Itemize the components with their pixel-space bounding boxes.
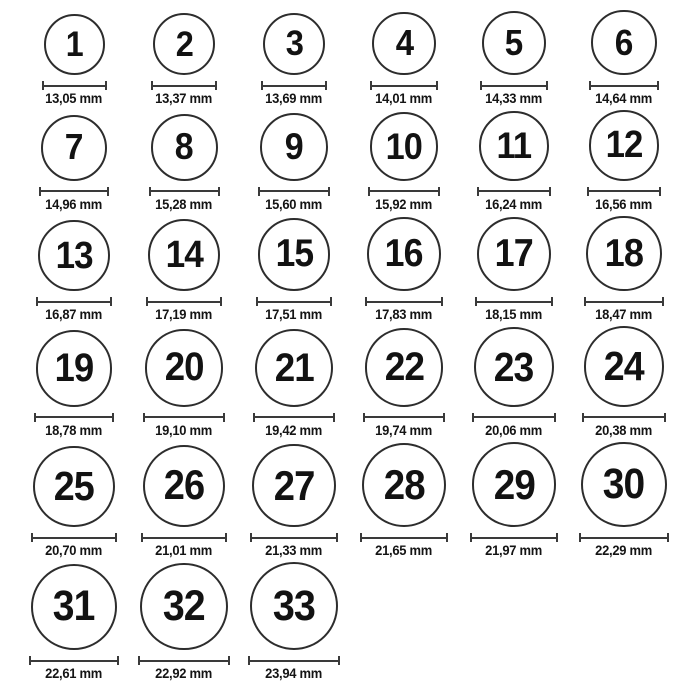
diameter-label: 23,94 mm [265,666,323,682]
ring-size-number: 28 [383,461,425,509]
ring-circle [482,11,546,75]
diameter-label: 16,24 mm [485,196,543,212]
ring-size-cell [129,114,239,213]
ring-size-cell [19,330,129,438]
ring-circle [367,217,441,291]
ring-size-number: 23 [494,343,534,390]
diameter-measure-line [261,81,328,90]
ring-size-cell [239,13,349,108]
ring-size-number: 25 [53,463,95,510]
diameter-measure-line [149,187,220,196]
diameter-label: 22,29 mm [595,543,653,559]
diameter-measure-line [365,297,443,306]
ring-size-cell [239,329,349,439]
ring-circle [36,330,112,406]
ring-size-cell [459,327,569,439]
diameter-label: 13,37 mm [155,91,213,107]
diameter-measure-line [579,533,669,542]
diameter-measure-line [258,187,330,196]
ring-size-cell [349,217,459,323]
ring-size-cell [569,10,679,107]
ring-size-number: 6 [615,21,633,63]
ring-circle [145,329,222,406]
ring-size-number: 33 [272,581,316,630]
ring-circle [479,111,549,181]
ring-circle [151,114,218,181]
diameter-measure-line [582,413,667,422]
ring-size-cell [349,328,459,439]
ring-size-number: 32 [163,582,205,631]
ring-size-cell [459,111,569,213]
ring-size-number: 1 [65,25,83,65]
ring-circle [250,562,338,650]
diameter-label: 17,51 mm [265,307,323,323]
diameter-label: 13,69 mm [265,91,323,107]
ring-size-cell [349,443,459,559]
ring-size-number: 27 [273,461,315,509]
ring-size-number: 22 [384,344,424,390]
diameter-measure-line [146,297,222,306]
diameter-label: 22,61 mm [45,666,103,682]
ring-size-cell [239,562,349,682]
ring-circle [263,13,326,76]
ring-circle [589,110,659,180]
ring-size-number: 7 [65,126,83,168]
ring-size-number: 3 [285,23,303,64]
ring-size-cell [349,112,459,213]
ring-circle [41,115,107,181]
ring-size-number: 4 [395,22,413,63]
diameter-label: 21,01 mm [155,543,213,559]
ring-size-number: 16 [385,231,423,275]
ring-circle [33,446,114,527]
ring-circle [586,216,662,292]
diameter-label: 17,19 mm [155,307,213,323]
diameter-label: 14,01 mm [375,91,433,107]
ring-size-cell [19,220,129,323]
ring-size-number: 13 [55,234,93,277]
ring-size-number: 12 [605,123,643,166]
diameter-label: 21,97 mm [485,543,543,559]
diameter-measure-line [477,187,551,196]
ring-size-number: 20 [164,345,204,390]
diameter-label: 13,05 mm [45,91,103,107]
ring-circle [477,217,552,292]
ring-size-cell [239,113,349,213]
ring-circle [581,442,667,528]
ring-circle [370,112,439,181]
diameter-label: 21,33 mm [265,543,323,559]
ring-size-cell [569,326,679,439]
diameter-measure-line [39,187,109,196]
ring-size-number: 19 [54,345,94,390]
diameter-label: 14,64 mm [595,91,653,107]
diameter-label: 18,78 mm [45,422,103,438]
diameter-measure-line [250,533,337,542]
diameter-measure-line [470,533,559,542]
ring-circle [44,14,105,75]
ring-size-number: 2 [175,24,193,64]
diameter-measure-line [368,187,441,196]
ring-size-number: 8 [175,125,193,167]
diameter-label: 14,96 mm [45,196,103,212]
ring-circle [365,328,444,407]
diameter-measure-line [480,81,548,90]
diameter-measure-line [370,81,438,90]
diameter-label: 15,60 mm [265,196,323,212]
diameter-label: 20,06 mm [485,422,543,438]
ring-size-number: 17 [494,232,534,276]
ring-size-cell [129,445,239,559]
ring-size-cell [569,216,679,324]
diameter-measure-line [141,533,227,542]
ring-circle [258,218,331,291]
ring-size-cell [569,110,679,212]
ring-circle [372,12,436,76]
ring-circle [255,329,333,407]
ring-circle [362,443,446,527]
ring-circle [260,113,328,181]
ring-size-number: 5 [505,22,523,64]
diameter-label: 19,42 mm [265,422,323,438]
diameter-measure-line [360,533,448,542]
ring-size-number: 18 [604,230,644,275]
diameter-label: 18,47 mm [595,307,653,323]
ring-size-number: 26 [163,462,205,509]
diameter-measure-line [36,297,111,306]
ring-circle [38,220,109,291]
diameter-measure-line [143,413,224,422]
diameter-label: 21,65 mm [375,543,433,559]
ring-circle [31,564,118,651]
diameter-measure-line [475,297,554,306]
ring-circle [474,327,554,407]
diameter-measure-line [256,297,333,306]
ring-size-cell [459,442,569,559]
diameter-measure-line [34,413,114,422]
ring-size-cell [569,442,679,560]
ring-size-number: 31 [53,582,95,630]
diameter-label: 16,56 mm [595,196,653,212]
diameter-label: 15,28 mm [155,196,213,212]
diameter-measure-line [363,413,446,422]
diameter-label: 17,83 mm [375,307,433,323]
ring-circle [472,442,557,527]
diameter-measure-line [138,656,229,665]
ring-size-number: 29 [493,460,535,508]
diameter-measure-line [253,413,335,422]
ring-size-number: 30 [603,460,645,508]
ring-size-number: 14 [165,232,203,276]
diameter-measure-line [31,533,116,542]
diameter-label: 18,15 mm [485,307,543,323]
diameter-measure-line [584,297,664,306]
diameter-measure-line [589,81,658,90]
diameter-measure-line [29,656,120,665]
ring-size-cell [19,446,129,559]
ring-size-cell [459,217,569,324]
ring-size-number: 9 [284,126,303,168]
ring-circle [148,219,220,291]
diameter-label: 19,74 mm [375,422,433,438]
ring-circle [143,445,225,527]
ring-size-cell [19,14,129,107]
ring-size-cell [129,563,239,682]
diameter-label: 22,92 mm [155,666,213,682]
diameter-measure-line [151,81,217,90]
diameter-measure-line [587,187,661,196]
ring-size-number: 11 [496,124,532,167]
diameter-measure-line [248,656,340,665]
diameter-measure-line [42,81,107,90]
ring-size-cell [349,12,459,108]
diameter-label: 19,10 mm [155,422,213,438]
ring-circle [584,326,665,407]
ring-circle [153,13,215,75]
ring-circle [140,563,227,650]
ring-size-cell [239,444,349,559]
ring-circle [591,10,656,75]
ring-size-cell [129,13,239,107]
ring-size-number: 15 [275,232,313,276]
diameter-label: 20,70 mm [45,543,103,559]
diameter-label: 15,92 mm [375,196,433,212]
ring-size-number: 21 [274,345,314,390]
ring-size-cell [129,219,239,323]
diameter-label: 14,33 mm [485,91,543,107]
ring-circle [252,444,335,527]
ring-size-cell [239,218,349,323]
ring-size-number: 10 [385,124,423,167]
ring-size-cell [459,11,569,107]
diameter-label: 20,38 mm [595,422,653,438]
ring-size-cell [19,564,129,683]
ring-size-number: 24 [604,342,644,389]
ring-size-cell [19,115,129,213]
diameter-label: 16,87 mm [45,307,103,323]
ring-size-cell [129,329,239,438]
diameter-measure-line [472,413,556,422]
